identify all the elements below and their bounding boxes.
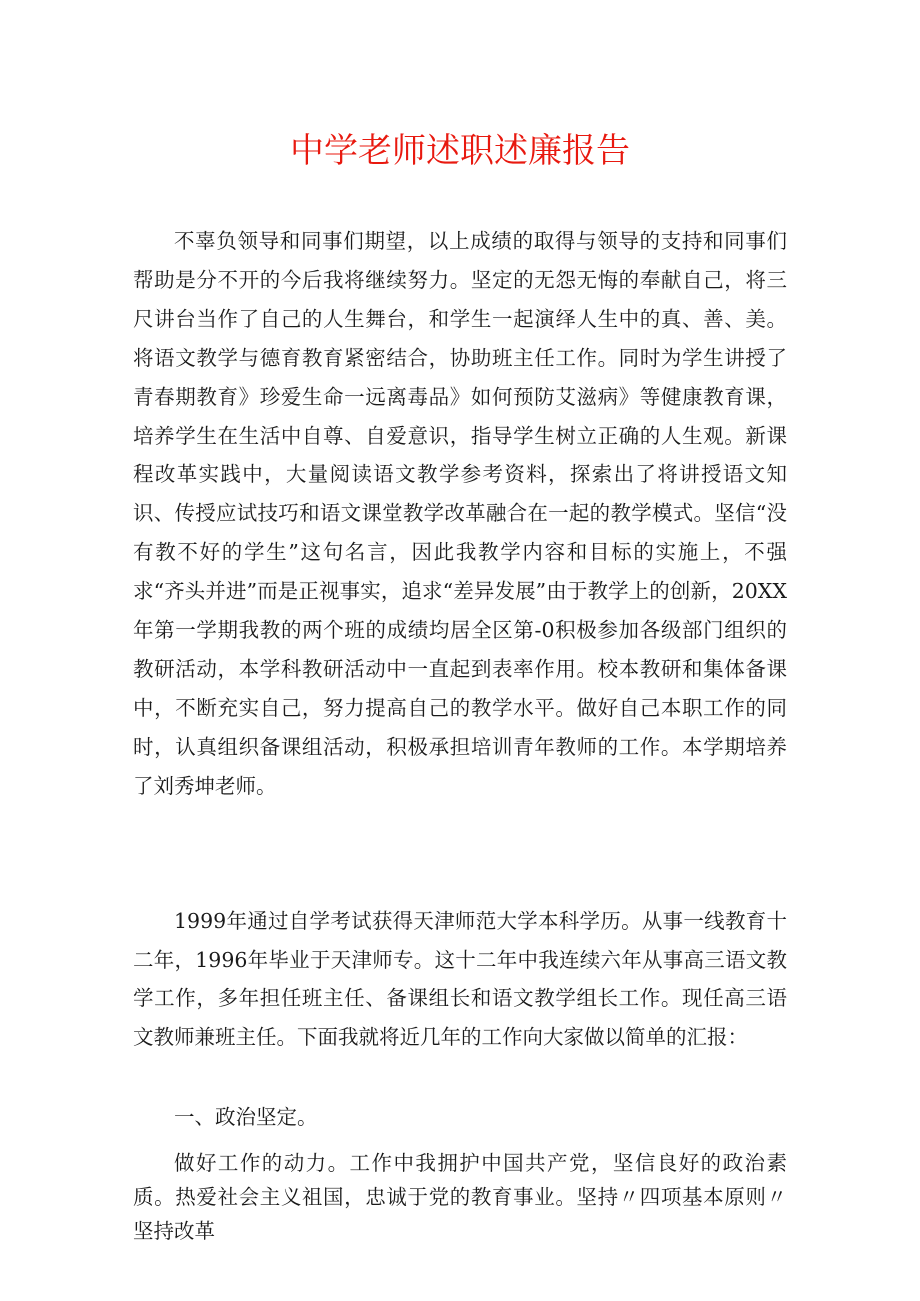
document-title: 中学老师述职述廉报告 [290, 131, 630, 171]
paragraph-background: 1999年通过自学考试获得天津师范大学本科学历。从事一线教育十二年，1996年毕业于天津师专。这十二年中我连续六年从事高三语文教学工作，多年担任班主任、备课组长和语文教学组长工作。现任高三语文教师兼班主任。下面我就将近几年的工作向大家做以简单的汇报： [133, 909, 787, 1049]
paragraph-politics: 做好工作的动力。工作中我拥护中国共产党，坚信良好的政治素质。热爱社会主义祖国，忠诚于党的教育事业。坚持〃四项基本原则〃坚持改革 [133, 1151, 787, 1243]
paragraph-achievements: 不辜负领导和同事们期望，以上成绩的取得与领导的支持和同事们帮助是分不开的今后我将继续努力。坚定的无怨无悔的奉献自己，将三尺讲台当作了自己的人生舞台，和学生一起演绎人生中的真、善、美。将语文教学与德育教育紧密结合，协助班主任工作。同时为学生讲授了青春期教育》珍爱生命一远离毒品》如何预防艾滋病》等健康教育课，培养学生在生活中自尊、自爱意识，指导学生树立正确的人生观。新课程改革实践中，大量阅读语文教学参考资料，探索出了将讲授语文知识、传授应试技巧和语文课堂教学改革融合在一起的教学模式。坚信“没有教不好的学生”这句名言，因此我教学内容和目标的实施上，不强求“齐头并进”而是正视事实，追求“差异发展”由于教学上的创新，20XX年第一学期我教的两个班的成绩均居全区第-0积极参加各级部门组织的教研活动，本学科教研活动中一直起到表率作用。校本教研和集体备课中，不断充实自己，努力提高自己的教学水平。做好自己本职工作的同时，认真组织备课组活动，积极承担培训青年教师的工作。本学期培养了刘秀坤老师。 [133, 229, 787, 798]
section-heading-politics: 一、政治坚定。 [174, 1105, 318, 1129]
